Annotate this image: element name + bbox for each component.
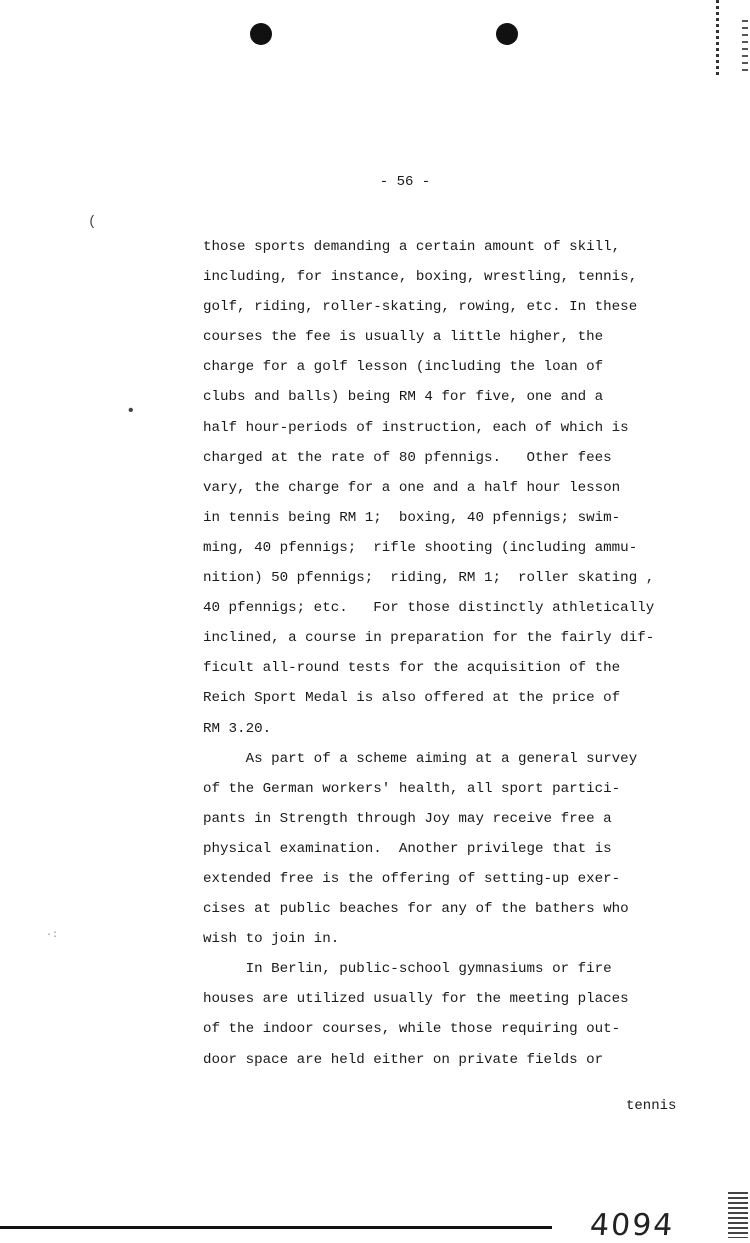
text-line: inclined, a course in preparation for the fairly dif- bbox=[203, 630, 655, 647]
handwritten-document-number: 4094 bbox=[588, 1208, 676, 1243]
stray-dot: • bbox=[126, 402, 136, 420]
bottom-rule bbox=[0, 1226, 552, 1229]
punch-hole-left bbox=[250, 23, 272, 45]
text-line: charge for a golf lesson (including the loan of bbox=[203, 359, 604, 376]
text-line: In Berlin, public-school gymnasiums or fire bbox=[203, 961, 612, 978]
text-line: physical examination. Another privilege that is bbox=[203, 840, 612, 857]
text-line: door space are held either on private fields or bbox=[203, 1051, 604, 1068]
text-line: in tennis being RM 1; boxing, 40 pfennigs; swim- bbox=[203, 509, 621, 526]
text-line: charged at the rate of 80 pfennigs. Other fees bbox=[203, 449, 612, 466]
stray-specks: ·: bbox=[46, 930, 59, 941]
text-line: including, for instance, boxing, wrestling, tennis, bbox=[203, 269, 638, 286]
catchword: tennis bbox=[626, 1098, 677, 1114]
body-text bbox=[203, 232, 683, 1075]
text-line: vary, the charge for a one and a half hour lesson bbox=[203, 479, 621, 496]
text-line: wish to join in. bbox=[203, 931, 340, 948]
text-line: cises at public beaches for any of the bathers who bbox=[203, 901, 629, 918]
scan-edge-mark-top-outer bbox=[742, 20, 748, 76]
text-line: clubs and balls) being RM 4 for five, one and a bbox=[203, 389, 604, 406]
scan-edge-mark-bottom bbox=[728, 1192, 748, 1238]
text-line: Reich Sport Medal is also offered at the price of bbox=[203, 690, 621, 707]
text-line: those sports demanding a certain amount of skill, bbox=[203, 239, 621, 255]
scan-edge-mark-top bbox=[716, 0, 719, 78]
text-line: half hour-periods of instruction, each of which is bbox=[203, 419, 629, 436]
text-line: houses are utilized usually for the meeting places bbox=[203, 991, 629, 1008]
stray-mark: ( bbox=[88, 214, 97, 230]
text-line: ficult all-round tests for the acquisition of the bbox=[203, 660, 621, 677]
text-line: golf, riding, roller-skating, rowing, etc. In these bbox=[203, 299, 638, 316]
text-line: nition) 50 pfennigs; riding, RM 1; roller skating , bbox=[203, 570, 655, 587]
text-line: extended free is the offering of setting-up exer- bbox=[203, 870, 621, 887]
text-line: courses the fee is usually a little higher, the bbox=[203, 329, 604, 346]
text-line: 40 pfennigs; etc. For those distinctly athletically bbox=[203, 600, 655, 617]
text-line: of the indoor courses, while those requiring out- bbox=[203, 1021, 621, 1038]
text-line: As part of a scheme aiming at a general survey bbox=[203, 750, 638, 767]
text-line: pants in Strength through Joy may receive free a bbox=[203, 810, 612, 827]
text-line: ming, 40 pfennigs; rifle shooting (including ammu- bbox=[203, 539, 638, 556]
page-number: - 56 - bbox=[379, 174, 431, 190]
text-line: of the German workers' health, all sport partici- bbox=[203, 780, 621, 797]
text-line: RM 3.20. bbox=[203, 720, 272, 737]
punch-hole-right bbox=[496, 23, 518, 45]
